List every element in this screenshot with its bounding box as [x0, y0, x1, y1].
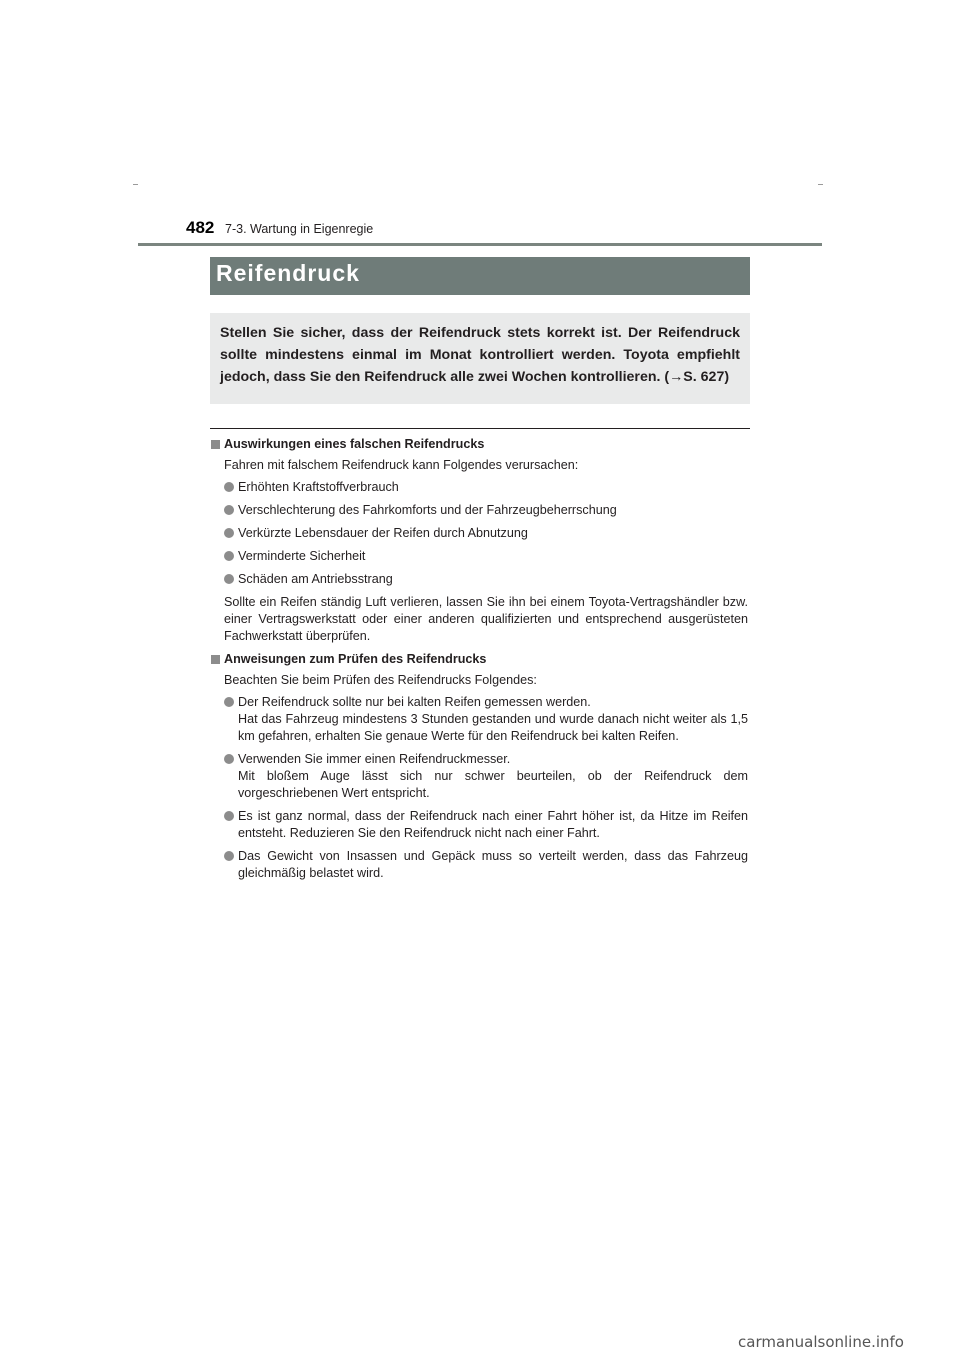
list-item: Verkürzte Lebensdauer der Reifen durch Abnutzung — [211, 525, 748, 542]
bullet-dot-icon — [224, 811, 234, 821]
bullet-dot-icon — [224, 528, 234, 538]
list-item: Verwenden Sie immer einen Reifendruckmesser. Mit bloßem Auge lässt sich nur schwer beurteilen, ob der Reifendruck dem vorgeschriebenen Wert entspricht. — [211, 751, 748, 802]
content — [211, 436, 748, 888]
bullet-dot-icon — [224, 551, 234, 561]
square-bullet-icon — [211, 440, 220, 449]
bullet-dot-icon — [224, 574, 234, 584]
square-bullet-icon — [211, 655, 220, 664]
section-heading: Auswirkungen eines falschen Reifendrucks — [211, 436, 748, 453]
bullet-dot-icon — [224, 505, 234, 515]
bullet-dot-icon — [224, 754, 234, 764]
page-number: 482 — [186, 218, 215, 237]
section-divider — [210, 428, 750, 429]
section-intro: Fahren mit falschem Reifendruck kann Folgendes verursachen: — [224, 458, 579, 472]
list-item: Der Reifendruck sollte nur bei kalten Reifen gemessen werden. Hat das Fahrzeug mindestens 3 Stunden gestanden und wurde danach nicht weiter als 1,5 km gefahren, erhalten Sie genaue Werte für den Reifendruck bei kalten Reifen. — [211, 694, 748, 745]
page-header — [138, 218, 822, 246]
list-item: Schäden am Antriebsstrang — [211, 571, 748, 588]
section-heading: Anweisungen zum Prüfen des Reifendrucks — [211, 651, 748, 668]
bullet-dot-icon — [224, 851, 234, 861]
list-item: Es ist ganz normal, dass der Reifendruck nach einer Fahrt höher ist, da Hitze im Reifen entsteht. Reduzieren Sie den Reifendruck nicht nach einer Fahrt. — [211, 808, 748, 842]
crop-mark-right — [818, 184, 823, 185]
title-bar — [210, 257, 750, 295]
section-intro: Beachten Sie beim Prüfen des Reifendrucks Folgendes: — [224, 673, 537, 687]
list-item: Verminderte Sicherheit — [211, 548, 748, 565]
intro-text: Stellen Sie sicher, dass der Reifendruck stets korrekt ist. Der Reifendruck sollte mindestens einmal im Monat kontrolliert werden. Toyota empfiehlt jedoch, dass Sie den Reifendruck alle zwei Wochen kontrollieren. (→S. 627) — [220, 325, 740, 385]
section-outro: Sollte ein Reifen ständig Luft verlieren, lassen Sie ihn bei einem Toyota-Vertragshändler bzw. einer Vertragswerkstatt oder einer anderen qualifizierten und entsprechend ausgerüsteten Fachwerkstatt überprüfen. — [224, 595, 748, 643]
section-reference: 7-3. Wartung in Eigenregie — [225, 222, 374, 236]
header-rule — [138, 243, 822, 246]
intro-box — [210, 313, 750, 404]
bullet-dot-icon — [224, 697, 234, 707]
crop-mark-left — [133, 184, 138, 185]
bullet-dot-icon — [224, 482, 234, 492]
list-item: Verschlechterung des Fahrkomforts und der Fahrzeugbeherrschung — [211, 502, 748, 519]
page-title: Reifendruck — [216, 260, 360, 286]
watermark: carmanualsonline.info — [738, 1333, 904, 1351]
list-item: Das Gewicht von Insassen und Gepäck muss so verteilt werden, dass das Fahrzeug gleichmäßig belastet wird. — [211, 848, 748, 882]
list-item: Erhöhten Kraftstoffverbrauch — [211, 479, 748, 496]
